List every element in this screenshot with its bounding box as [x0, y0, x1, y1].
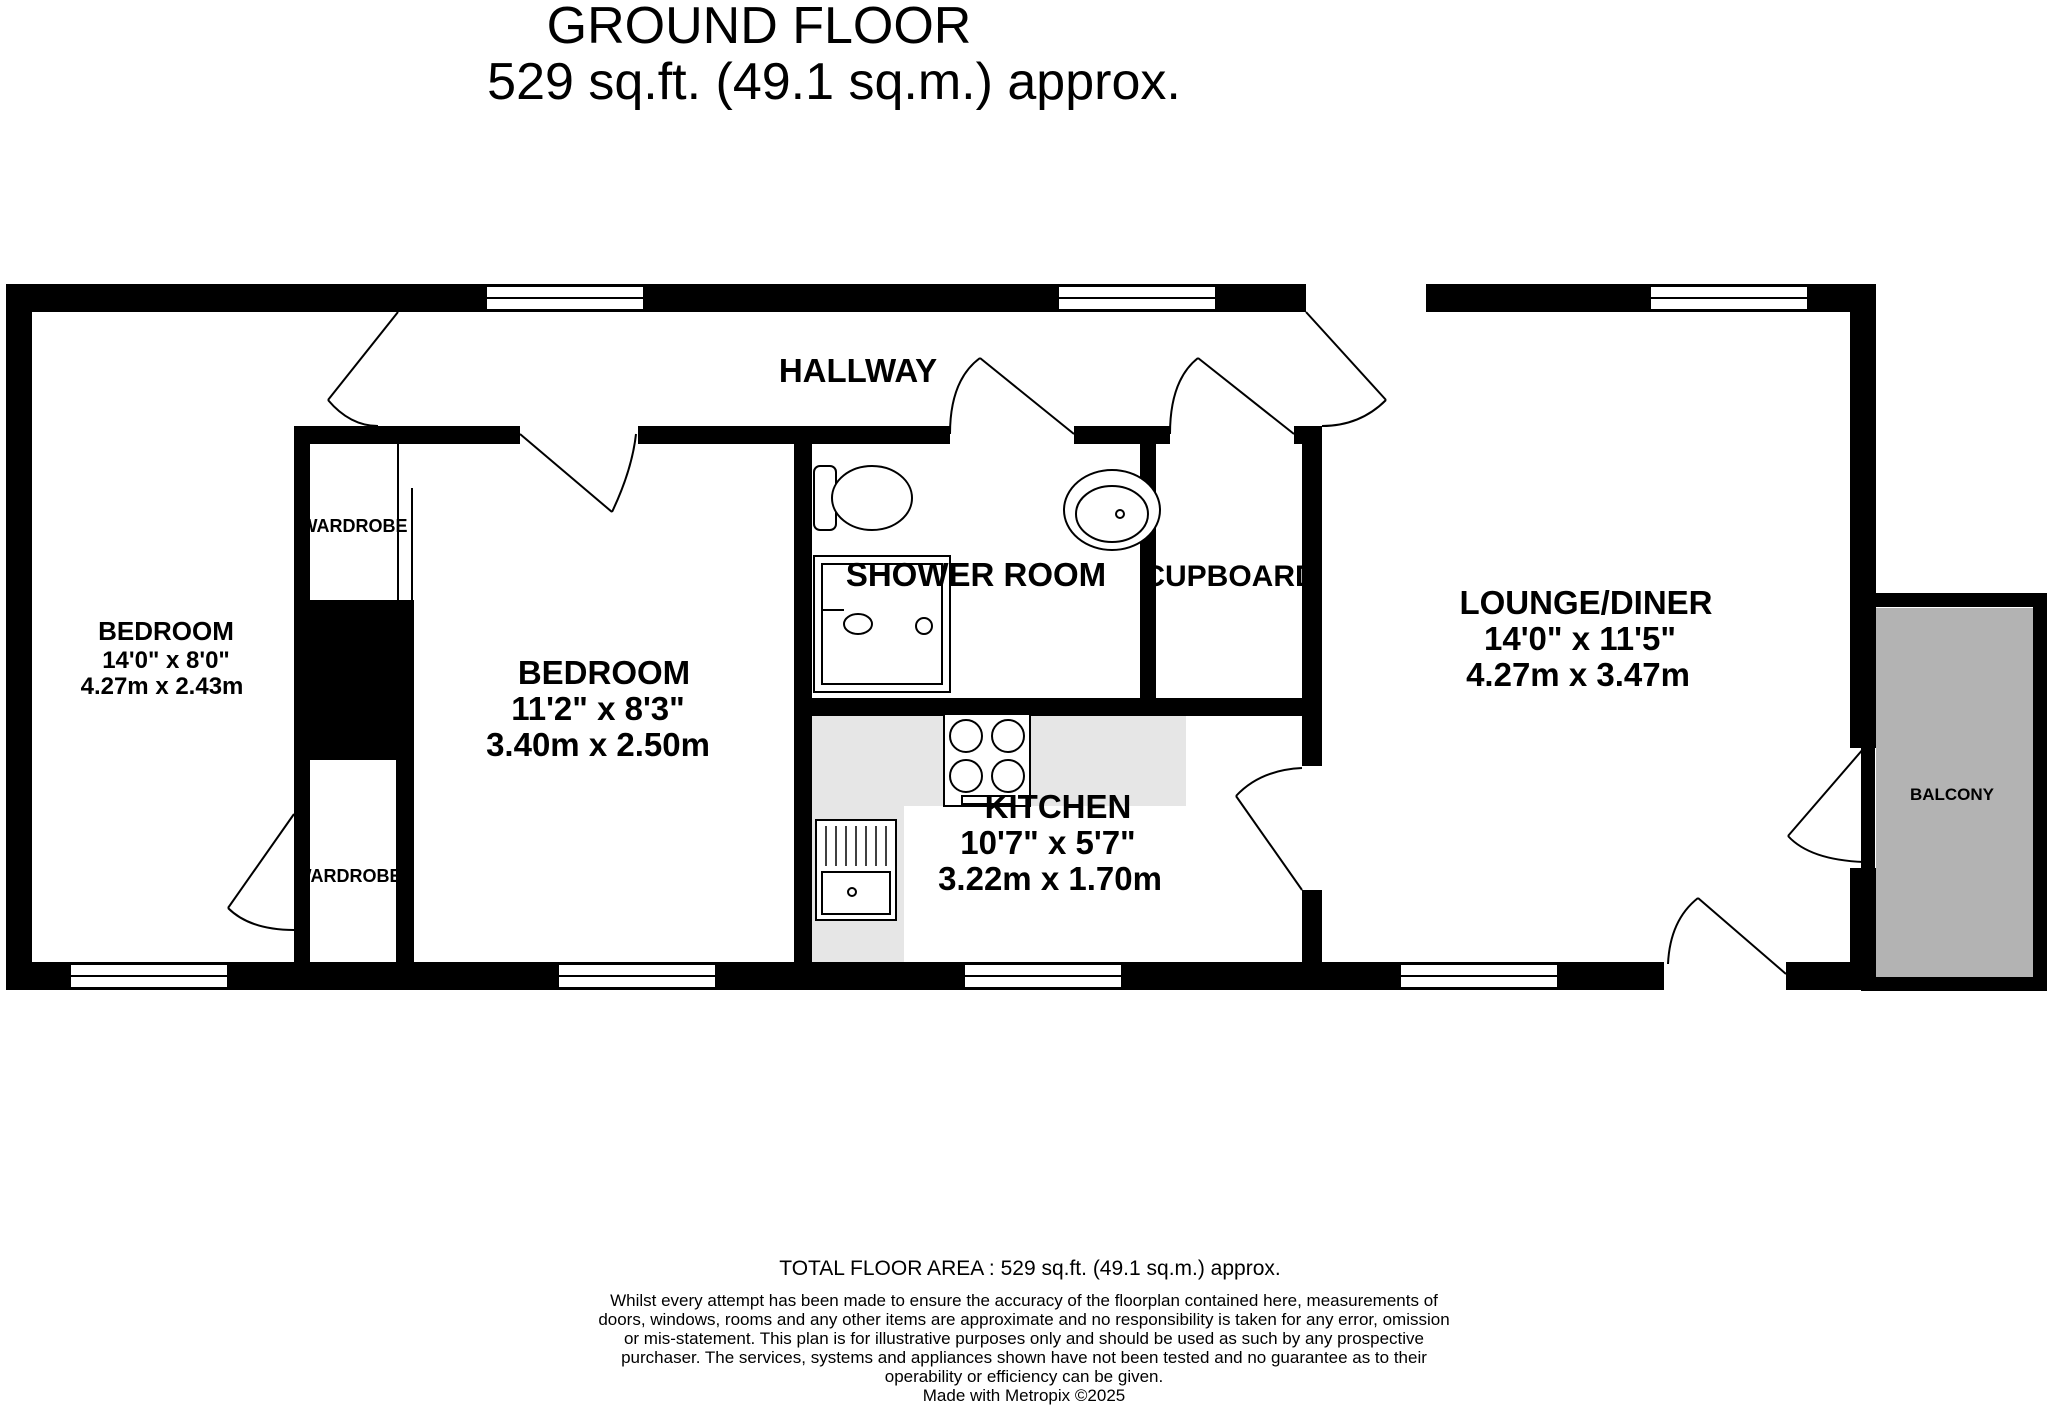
floor-area: 529 sq.ft. (49.1 sq.m.) approx. — [487, 53, 1181, 111]
bedroom1-imperial: 14'0" x 8'0" — [102, 647, 230, 674]
toilet-icon — [814, 466, 912, 530]
wardrobe1-name: WARDROBE — [300, 516, 408, 536]
bedroom2-imperial: 11'2" x 8'3" — [511, 690, 685, 727]
internal-walls — [294, 426, 1322, 990]
kitchen-imperial: 10'7" x 5'7" — [960, 824, 1136, 861]
wardrobe2-name: WARDROBE — [294, 866, 402, 886]
total-floor-area: TOTAL FLOOR AREA : 529 sq.ft. (49.1 sq.m.) approx. — [779, 1257, 1281, 1280]
lounge-name: LOUNGE/DINER — [1459, 584, 1713, 621]
floor-name: GROUND FLOOR — [546, 0, 972, 55]
disclaimer: Whilst every attempt has been made to ensure the accuracy of the floorplan contained here, measurements of doors, windows, rooms and any other items are approximate and no responsibility is taken for any error, omission or mis-statement. This plan is for illustrative purposes only and should be used as such by any prospective purchaser. The services, systems and appliances shown have not been tested and no guarantee as to their operability or efficiency can be given. — [598, 1291, 1450, 1386]
hallway-name: HALLWAY — [778, 352, 938, 389]
bedroom1-name: BEDROOM — [98, 616, 234, 646]
shower-room-name: SHOWER ROOM — [845, 556, 1107, 593]
made-with: Made with Metropix ©2025 — [922, 1386, 1126, 1405]
kitchen-metric: 3.22m x 1.70m — [938, 860, 1162, 897]
balcony-name: BALCONY — [1909, 785, 1995, 804]
kitchen-name: KITCHEN — [984, 788, 1132, 825]
bedroom1-metric: 4.27m x 2.43m — [80, 673, 244, 700]
lounge-imperial: 14'0" x 11'5" — [1484, 620, 1676, 657]
sink-icon — [1064, 470, 1160, 550]
lounge-metric: 4.27m x 3.47m — [1466, 656, 1690, 693]
kitchen-sink-icon — [816, 820, 896, 920]
cupboard-name: CUPBOARD — [1143, 560, 1317, 593]
bedroom2-metric: 3.40m x 2.50m — [486, 726, 710, 763]
footer — [0, 1255, 2048, 1405]
bedroom2-name: BEDROOM — [517, 654, 691, 691]
